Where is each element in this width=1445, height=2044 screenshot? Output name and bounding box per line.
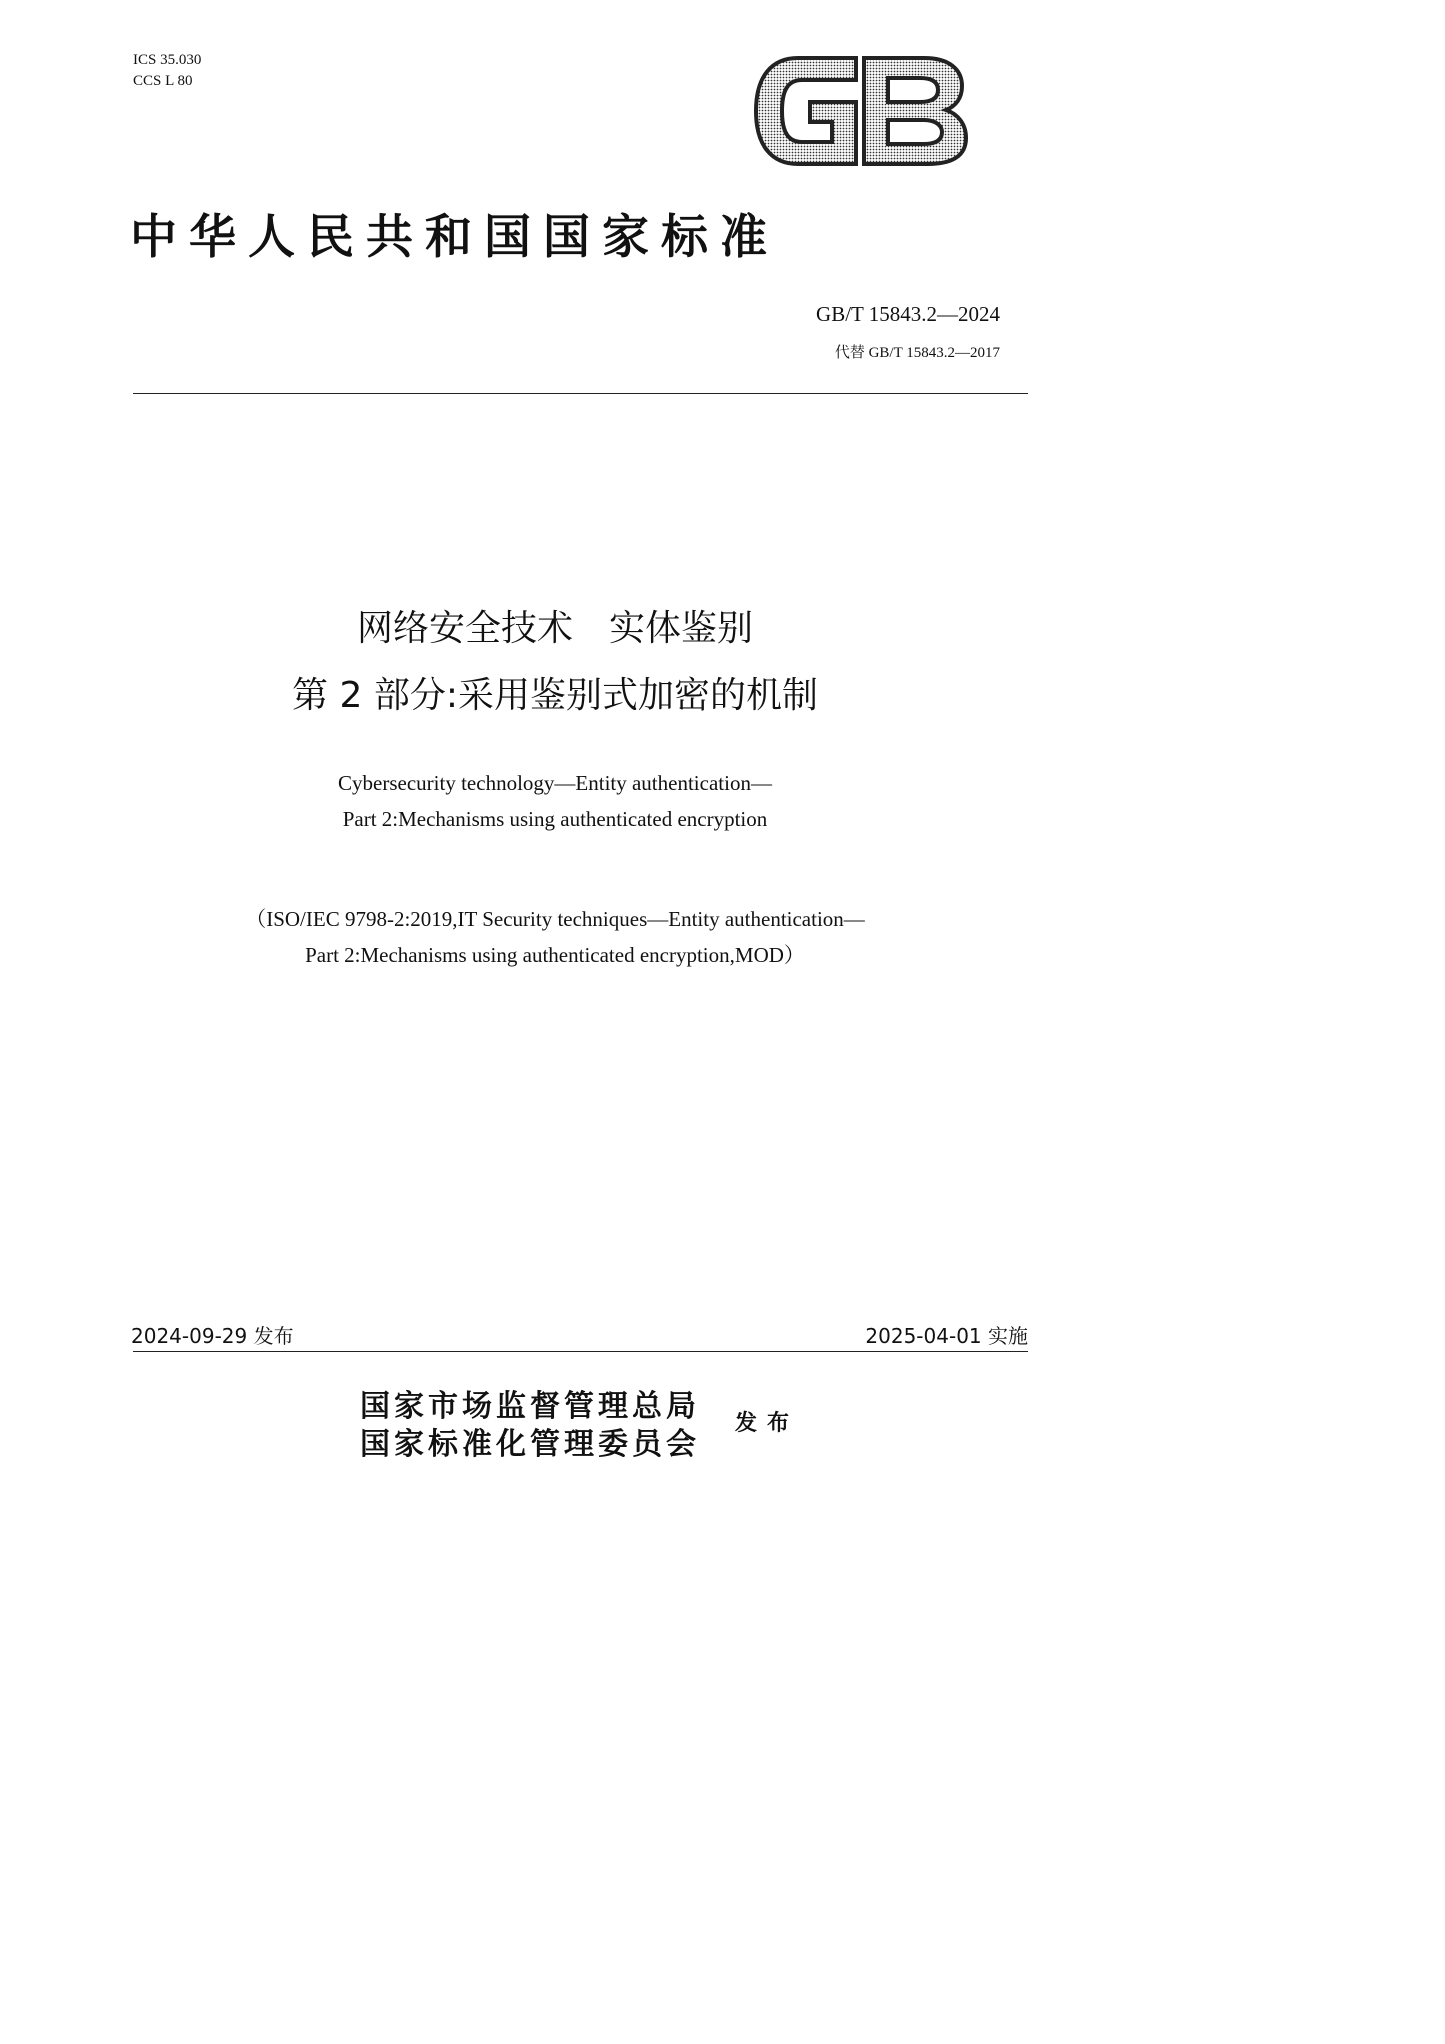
ics-code: ICS 35.030 [133, 52, 202, 68]
publish-label: 发布 [735, 1410, 800, 1436]
standard-number: GB/T 15843.2—2024 [816, 302, 1000, 326]
issuer-samr: 国家市场监督管理总局 [360, 1389, 700, 1424]
implementation-date: 2025-04-01 实施 [865, 1324, 1028, 1348]
title-en-line2: Part 2:Mechanisms using authenticated encryption [342, 807, 768, 831]
title-en-line1: Cybersecurity technology—Entity authentication— [338, 771, 772, 795]
iso-reference-line1: （ISO/IEC 9798-2:2019,IT Security techniques—Entity authentication— [245, 907, 865, 931]
title-cn-line2: 第 2 部分:采用鉴别式加密的机制 [292, 675, 818, 716]
gb-logo [752, 52, 968, 170]
title-cn-line1: 网络安全技术 实体鉴别 [356, 608, 753, 649]
iso-reference [0, 901, 1110, 973]
national-standard-heading: 中华人民共和国国家标准 [130, 210, 779, 265]
title-en [0, 765, 1110, 837]
issuing-authorities [360, 1388, 700, 1464]
issue-date: 2024-09-29 发布 [131, 1324, 294, 1348]
iso-reference-line2: Part 2:Mechanisms using authenticated encryption,MOD） [305, 943, 805, 967]
ccs-code: CCS L 80 [133, 73, 193, 89]
header-divider [133, 393, 1028, 394]
footer-divider [133, 1351, 1028, 1352]
classification-codes [133, 50, 201, 92]
replaces-note: 代替 GB/T 15843.2—2017 [834, 345, 1000, 361]
issuer-sac: 国家标准化管理委员会 [360, 1427, 700, 1462]
